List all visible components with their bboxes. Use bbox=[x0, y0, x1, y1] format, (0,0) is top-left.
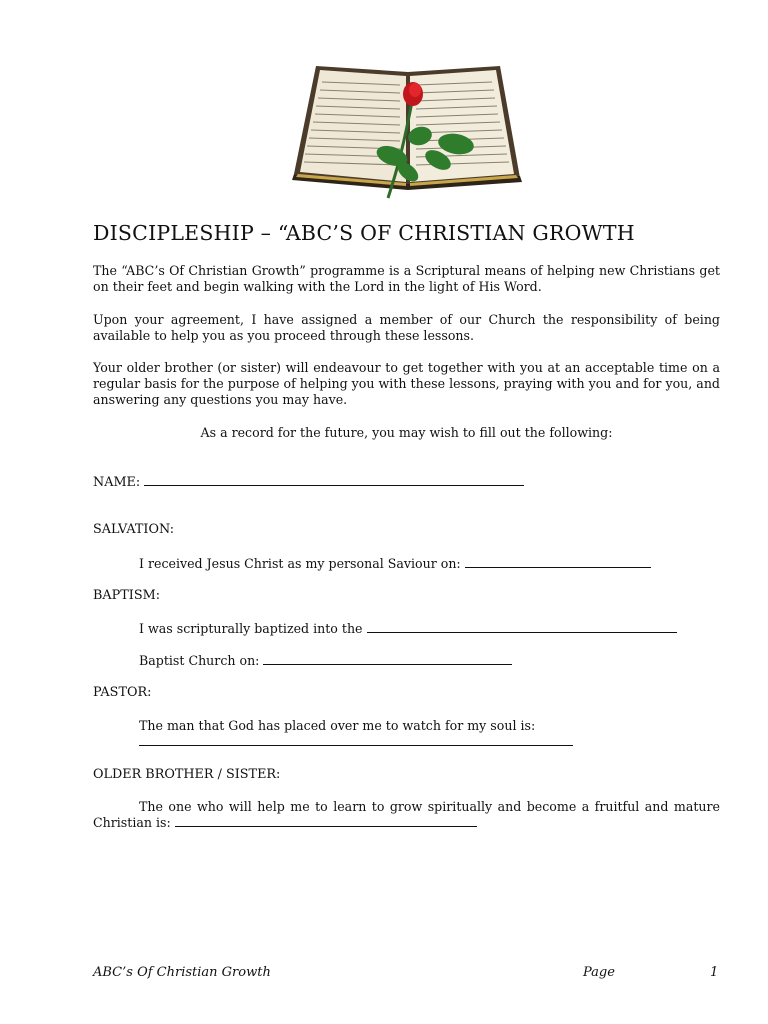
baptism-date-blank[interactable] bbox=[263, 653, 512, 665]
page-title: DISCIPLESHIP – “ABC’S OF CHRISTIAN GROWTH bbox=[93, 221, 635, 245]
name-row bbox=[93, 474, 524, 490]
name-label: NAME: bbox=[93, 475, 141, 490]
bible-rose-illustration bbox=[288, 62, 526, 202]
record-note: As a record for the future, you may wish to fill out the following: bbox=[200, 425, 613, 440]
name-blank[interactable] bbox=[144, 474, 524, 486]
older-brother-text-line1: The one who will help me to learn to grow spiritually and become a fruitful and mature bbox=[139, 799, 720, 814]
baptism-text-1: I was scripturally baptized into the bbox=[139, 621, 363, 636]
baptism-row-1 bbox=[139, 621, 677, 636]
older-brother-name-blank[interactable] bbox=[175, 815, 477, 827]
salvation-date-blank[interactable] bbox=[465, 556, 651, 568]
pastor-name-blank[interactable] bbox=[139, 745, 573, 746]
older-brother-row-2 bbox=[93, 815, 477, 830]
salvation-text: I received Jesus Christ as my personal Saviour on: bbox=[139, 556, 461, 571]
baptism-text-2: Baptist Church on: bbox=[139, 653, 260, 668]
footer-page-number: 1 bbox=[710, 965, 719, 980]
salvation-row bbox=[139, 556, 651, 571]
baptism-row-2 bbox=[139, 653, 512, 668]
footer-page-label: Page bbox=[583, 965, 615, 980]
older-brother-paragraph: Your older brother (or sister) will endeavour to get together with you at an acceptable time on a regular basis for the purpose of helping you with these lessons, praying with you and for you, and answering any questions you may have. bbox=[93, 360, 720, 407]
pastor-text: The man that God has placed over me to watch for my soul is: bbox=[139, 718, 536, 733]
baptism-church-blank[interactable] bbox=[367, 621, 677, 633]
salvation-label: SALVATION: bbox=[93, 522, 175, 537]
older-brother-text-line2: Christian is: bbox=[93, 815, 171, 830]
assignment-paragraph: Upon your agreement, I have assigned a member of our Church the responsibility of being available to help you as you proceed through these lessons. bbox=[93, 312, 720, 343]
footer-title: ABC’s Of Christian Growth bbox=[93, 965, 271, 980]
older-brother-label: OLDER BROTHER / SISTER: bbox=[93, 767, 281, 782]
pastor-label: PASTOR: bbox=[93, 685, 152, 700]
intro-paragraph: The “ABC’s Of Christian Growth” programme is a Scriptural means of helping new Christians get on their feet and begin walking with the Lord in the light of His Word. bbox=[93, 263, 720, 294]
baptism-label: BAPTISM: bbox=[93, 588, 161, 603]
